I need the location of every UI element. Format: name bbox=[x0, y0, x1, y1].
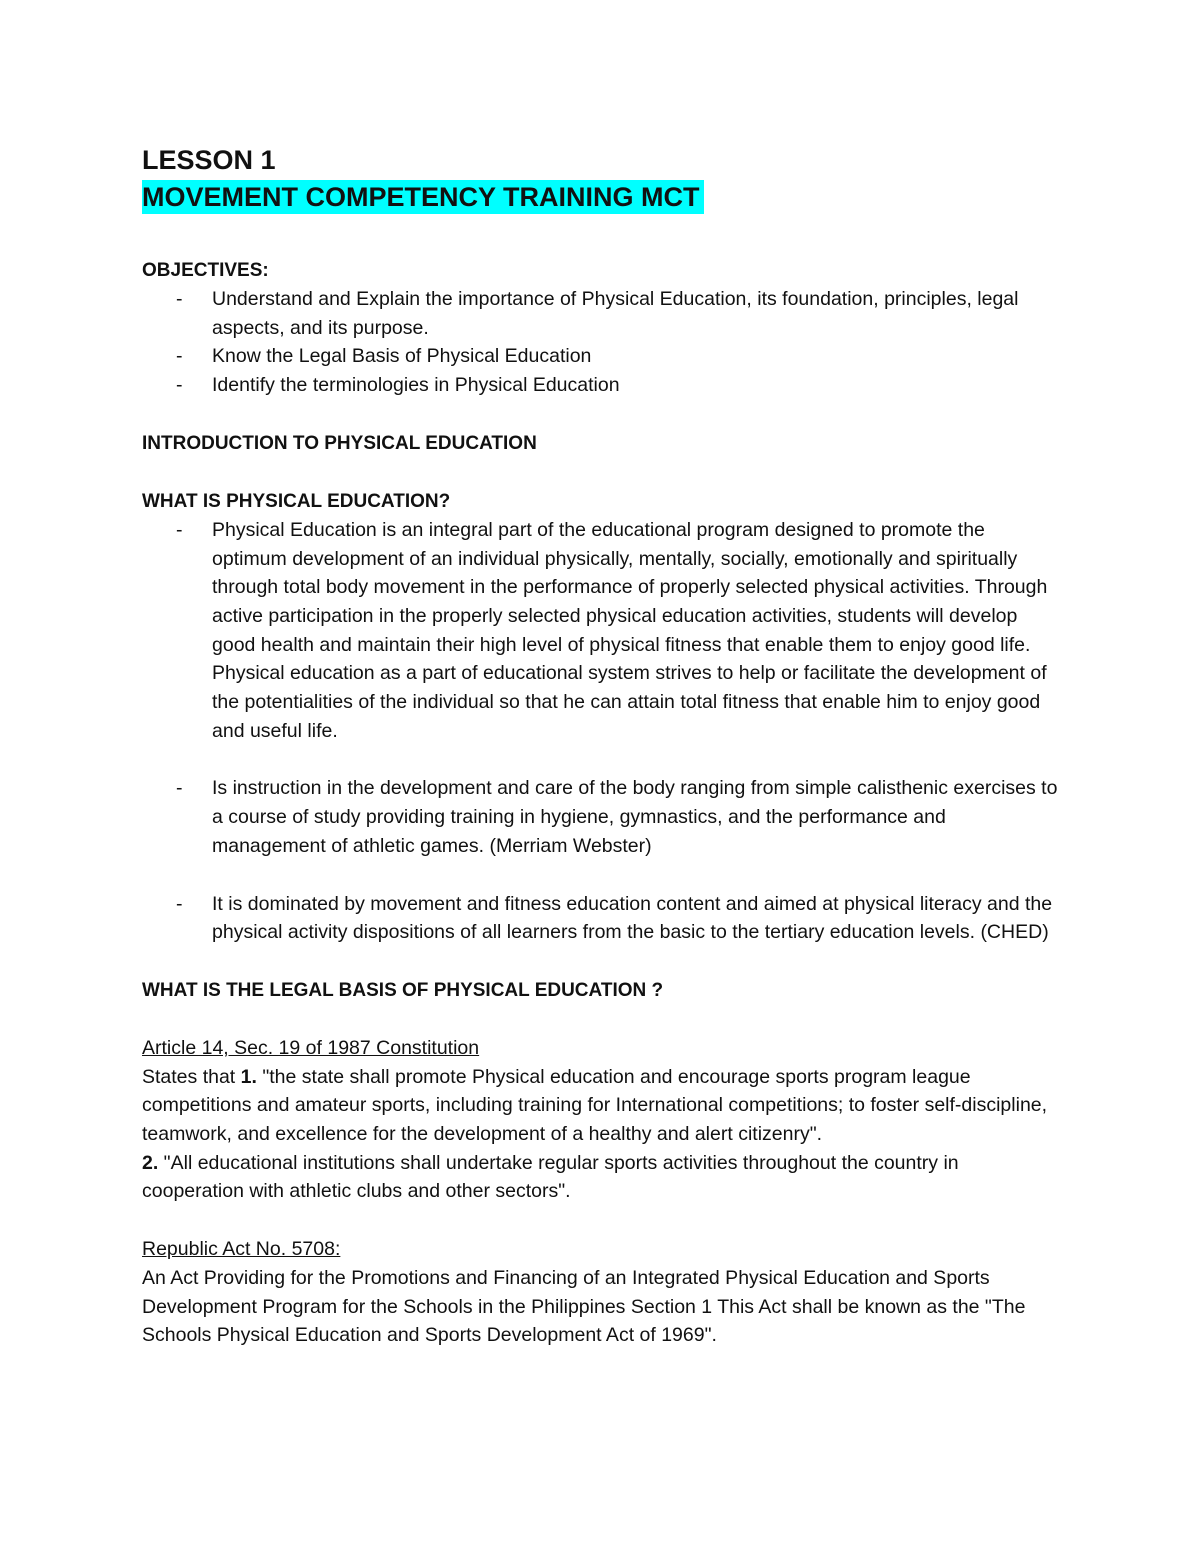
definitions-list bbox=[142, 516, 1062, 746]
what-is-pe-heading: WHAT IS PHYSICAL EDUCATION? bbox=[142, 490, 451, 512]
definition-text: It is dominated by movement and fitness education content and aimed at physical literacy and the physical activity dispositions of all learners from the basic to the tertiary education levels. (CHED) bbox=[212, 892, 1053, 944]
constitution-block bbox=[142, 1034, 1062, 1206]
bullet-dash: - bbox=[176, 892, 183, 915]
lesson-title-line bbox=[142, 178, 1062, 216]
lesson-title: MOVEMENT COMPETENCY TRAINING MCT bbox=[142, 180, 704, 214]
provision-number-2: 2. bbox=[142, 1151, 159, 1174]
provision-number-1: 1. bbox=[240, 1065, 257, 1088]
list-item bbox=[142, 285, 1062, 342]
republic-act-title: Republic Act No. 5708: bbox=[142, 1238, 341, 1261]
list-item bbox=[142, 371, 1062, 400]
objective-text: Know the Legal Basis of Physical Education bbox=[212, 345, 592, 368]
list-item bbox=[142, 774, 1062, 860]
provision-text-2: "All educational institutions shall undertake regular sports activities throughout the country in cooperation with athletic clubs and other sectors". bbox=[142, 1151, 959, 1203]
provision-text-1: "the state shall promote Physical education and encourage sports program league competitions and amateur sports, including training for International competitions; to foster self-discipline, teamwork, and excellence for the development of a healthy and alert citizenry". bbox=[142, 1065, 1048, 1146]
bullet-dash: - bbox=[176, 345, 183, 368]
constitution-intro: States that bbox=[142, 1065, 241, 1088]
bullet-dash: - bbox=[176, 374, 183, 397]
introduction-heading: INTRODUCTION TO PHYSICAL EDUCATION bbox=[142, 432, 537, 454]
definitions-list-3 bbox=[142, 890, 1062, 947]
bullet-dash: - bbox=[176, 288, 183, 310]
objectives-list bbox=[142, 285, 1062, 400]
bullet-dash: - bbox=[176, 518, 183, 541]
legal-basis-heading: WHAT IS THE LEGAL BASIS OF PHYSICAL EDUCATION ? bbox=[142, 979, 664, 1001]
definitions-list-2 bbox=[142, 774, 1062, 860]
list-item bbox=[142, 890, 1062, 947]
objective-text: Understand and Explain the importance of Physical Education, its foundation, principles, legal aspects, and its purpose. bbox=[212, 288, 1019, 339]
definition-text: Is instruction in the development and care of the body ranging from simple calisthenic exercises to a course of study providing training in hygiene, gymnastics, and the performance and management of athletic games. (Merriam Webster) bbox=[212, 777, 1058, 857]
document-body bbox=[142, 142, 1062, 1350]
republic-act-block bbox=[142, 1235, 1062, 1350]
bullet-dash: - bbox=[176, 777, 183, 800]
constitution-title: Article 14, Sec. 19 of 1987 Constitution bbox=[142, 1036, 480, 1059]
definition-text: Physical Education is an integral part of the educational program designed to promote the optimum development of an individual physically, mentally, socially, emotionally and spiritually through total body movement in the performance of properly selected physical activities. Through active participation in the properly selected physical education activities, students will develop good health and maintain their high level of physical fitness that enable them to enjoy good life. Physical education as a part of educational system strives to help or facilitate the development of the potentialities of the individual so that he can attain total fitness that enable him to enjoy good and useful life. bbox=[212, 518, 1048, 742]
objective-text: Identify the terminologies in Physical Education bbox=[212, 374, 620, 397]
list-item bbox=[142, 342, 1062, 371]
list-item bbox=[142, 516, 1062, 746]
republic-act-text: An Act Providing for the Promotions and Financing of an Integrated Physical Education and Sports Development Program for the Schools in the Philippines Section 1 This Act shall be known as the "The Schools Physical Education and Sports Development Act of 1969". bbox=[142, 1266, 1026, 1347]
lesson-label: LESSON 1 bbox=[142, 145, 276, 175]
objectives-heading: OBJECTIVES: bbox=[142, 260, 269, 281]
